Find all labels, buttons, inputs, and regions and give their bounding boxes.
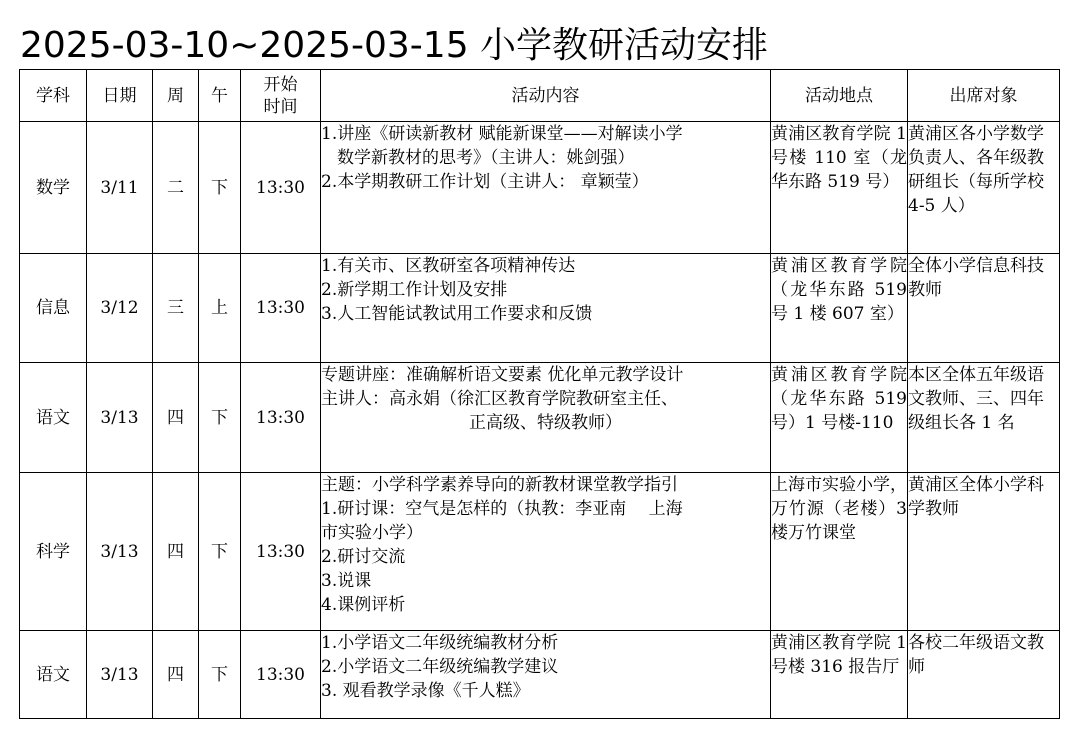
cell-location: 黄浦区教育学院（龙华东路 519 号）1 号楼-110 xyxy=(771,363,908,473)
cell-period: 上 xyxy=(199,254,241,363)
cell-content: 1.小学语文二年级统编教材分析 2.小学语文二年级统编教学建议 3. 观看教学录像《千人糕》 xyxy=(321,631,771,719)
header-location: 活动地点 xyxy=(771,70,908,122)
cell-weekday: 四 xyxy=(153,363,199,473)
schedule-table xyxy=(19,69,1060,719)
cell-subject: 信息 xyxy=(20,254,87,363)
cell-content: 1.讲座《研读新教材 赋能新课堂——对解读小学 数学新教材的思考》（主讲人：姚剑强） 2.本学期教研工作计划（主讲人： 章颖莹） xyxy=(321,122,771,254)
cell-attendees: 各校二年级语文教师 xyxy=(908,631,1060,719)
cell-period: 下 xyxy=(199,363,241,473)
table-row xyxy=(20,254,1060,363)
cell-content: 1.有关市、区教研室各项精神传达 2.新学期工作计划及安排 3.人工智能试教试用工作要求和反馈 xyxy=(321,254,771,363)
header-attendees: 出席对象 xyxy=(908,70,1060,122)
cell-time: 13:30 xyxy=(241,631,321,719)
cell-time: 13:30 xyxy=(241,363,321,473)
cell-date: 3/13 xyxy=(87,631,153,719)
cell-period: 下 xyxy=(199,473,241,631)
cell-content: 主题：小学科学素养导向的新教材课堂教学指引 1.研讨课：空气是怎样的（执教：李亚南 上海 市实验小学） 2.研讨交流 3.说课 4.课例评析 xyxy=(321,473,771,631)
header-weekday: 周 xyxy=(153,70,199,122)
table-row xyxy=(20,473,1060,631)
cell-attendees: 本区全体五年级语文教师、三、四年级组长各 1 名 xyxy=(908,363,1060,473)
header-start-time: 开始 时间 xyxy=(241,70,321,122)
cell-location: 黄浦区教育学院 1 号楼 110 室（龙华东路 519 号） xyxy=(771,122,908,254)
cell-attendees: 黄浦区各小学数学负责人、各年级教研组长（每所学校 4-5 人） xyxy=(908,122,1060,254)
cell-time: 13:30 xyxy=(241,122,321,254)
cell-attendees: 黄浦区全体小学科学教师 xyxy=(908,473,1060,631)
cell-weekday: 三 xyxy=(153,254,199,363)
table-row xyxy=(20,363,1060,473)
page-title: 2025-03-10~2025-03-15 小学教研活动安排 xyxy=(20,25,769,66)
cell-location: 黄浦区教育学院 1 号楼 316 报告厅 xyxy=(771,631,908,719)
header-subject: 学科 xyxy=(20,70,87,122)
cell-date: 3/12 xyxy=(87,254,153,363)
cell-subject: 数学 xyxy=(20,122,87,254)
header-date: 日期 xyxy=(87,70,153,122)
header-row xyxy=(20,70,1060,122)
cell-date: 3/13 xyxy=(87,473,153,631)
header-period: 午 xyxy=(199,70,241,122)
cell-time: 13:30 xyxy=(241,473,321,631)
cell-subject: 科学 xyxy=(20,473,87,631)
table-row xyxy=(20,122,1060,254)
header-content: 活动内容 xyxy=(321,70,771,122)
cell-date: 3/11 xyxy=(87,122,153,254)
cell-weekday: 四 xyxy=(153,473,199,631)
cell-location: 上海市实验小学，万竹源（老楼）3 楼万竹课堂 xyxy=(771,473,908,631)
cell-weekday: 二 xyxy=(153,122,199,254)
cell-time: 13:30 xyxy=(241,254,321,363)
cell-period: 下 xyxy=(199,122,241,254)
cell-location: 黄浦区教育学院（龙华东路 519 号 1 楼 607 室） xyxy=(771,254,908,363)
cell-weekday: 四 xyxy=(153,631,199,719)
cell-subject: 语文 xyxy=(20,631,87,719)
cell-attendees: 全体小学信息科技教师 xyxy=(908,254,1060,363)
cell-content: 专题讲座：准确解析语文要素 优化单元教学设计 主讲人：高永娟（徐汇区教育学院教研室主任、 正高级、特级教师） xyxy=(321,363,771,473)
cell-subject: 语文 xyxy=(20,363,87,473)
cell-period: 下 xyxy=(199,631,241,719)
table-row xyxy=(20,631,1060,719)
cell-date: 3/13 xyxy=(87,363,153,473)
